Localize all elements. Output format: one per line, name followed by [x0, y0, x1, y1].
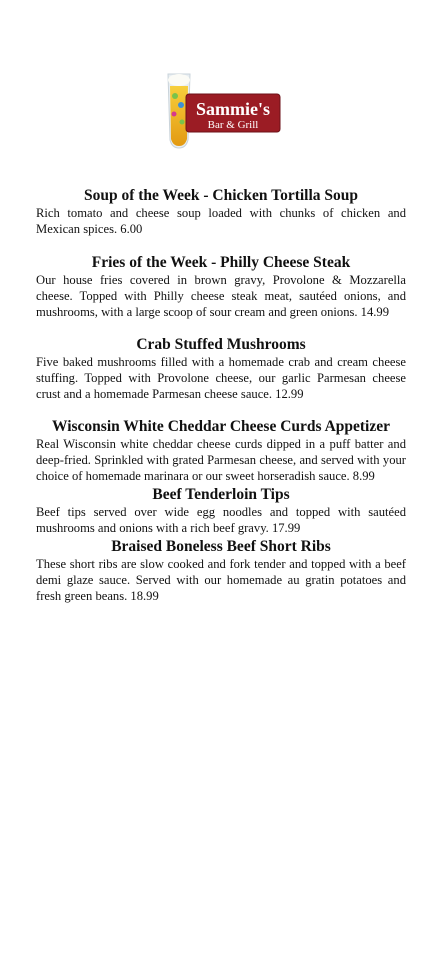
menu-item: [36, 253, 406, 320]
menu-item: [36, 417, 406, 484]
menu-section: [36, 186, 406, 604]
menu-item-description: Rich tomato and cheese soup loaded with chunks of chicken and Mexican spices. 6.00: [36, 206, 406, 236]
menu-item-description: Beef tips served over wide egg noodles and topped with sautéed mushrooms and onions with a rich beef gravy. 17.99: [36, 505, 406, 535]
menu-item-title: Fries of the Week - Philly Cheese Steak: [91, 254, 351, 271]
menu-item-title: Braised Boneless Beef Short Ribs: [111, 538, 331, 555]
menu-item-title: Wisconsin White Cheddar Cheese Curds Appetizer: [51, 418, 390, 435]
menu-item: [36, 186, 406, 237]
menu-item-description: Our house fries covered in brown gravy, Provolone & Mozzarella cheese. Topped with Philly cheese steak meat, sautéed onions, and mushrooms, with a large scoop of sour cream and green onions. 14.99: [36, 273, 406, 319]
menu-item-title: Soup of the Week - Chicken Tortilla Soup: [83, 187, 359, 204]
menu-item-description: Real Wisconsin white cheddar cheese curds dipped in a puff batter and deep-fried. Sprinkled with grated Parmesan cheese, and served with your choice of homemade marinara or our sweet horseradish sauce. 8.99: [36, 437, 406, 483]
menu-item-description: Five baked mushrooms filled with a homemade crab and cream cheese stuffing. Topped with Provolone cheese, our garlic Parmesan cheese crust and a homemade Parmesan cheese sauce. 12.99: [36, 355, 406, 401]
menu-item: [36, 485, 406, 536]
menu-item: [36, 335, 406, 402]
restaurant-logo: [160, 72, 282, 150]
menu-item: [36, 537, 406, 604]
logo-subtitle-text: Bar & Grill: [207, 119, 259, 131]
logo-name-text: Sammie's: [196, 99, 270, 119]
beer-glass-logo-icon: [160, 72, 282, 150]
menu-item-title: Beef Tenderloin Tips: [152, 486, 290, 503]
menu-item-title: Crab Stuffed Mushrooms: [136, 336, 306, 353]
menu-item-description: These short ribs are slow cooked and fork tender and topped with a beef demi glaze sauce. Served with our homemade au gratin potatoes and fresh green beans. 18.99: [36, 557, 406, 603]
